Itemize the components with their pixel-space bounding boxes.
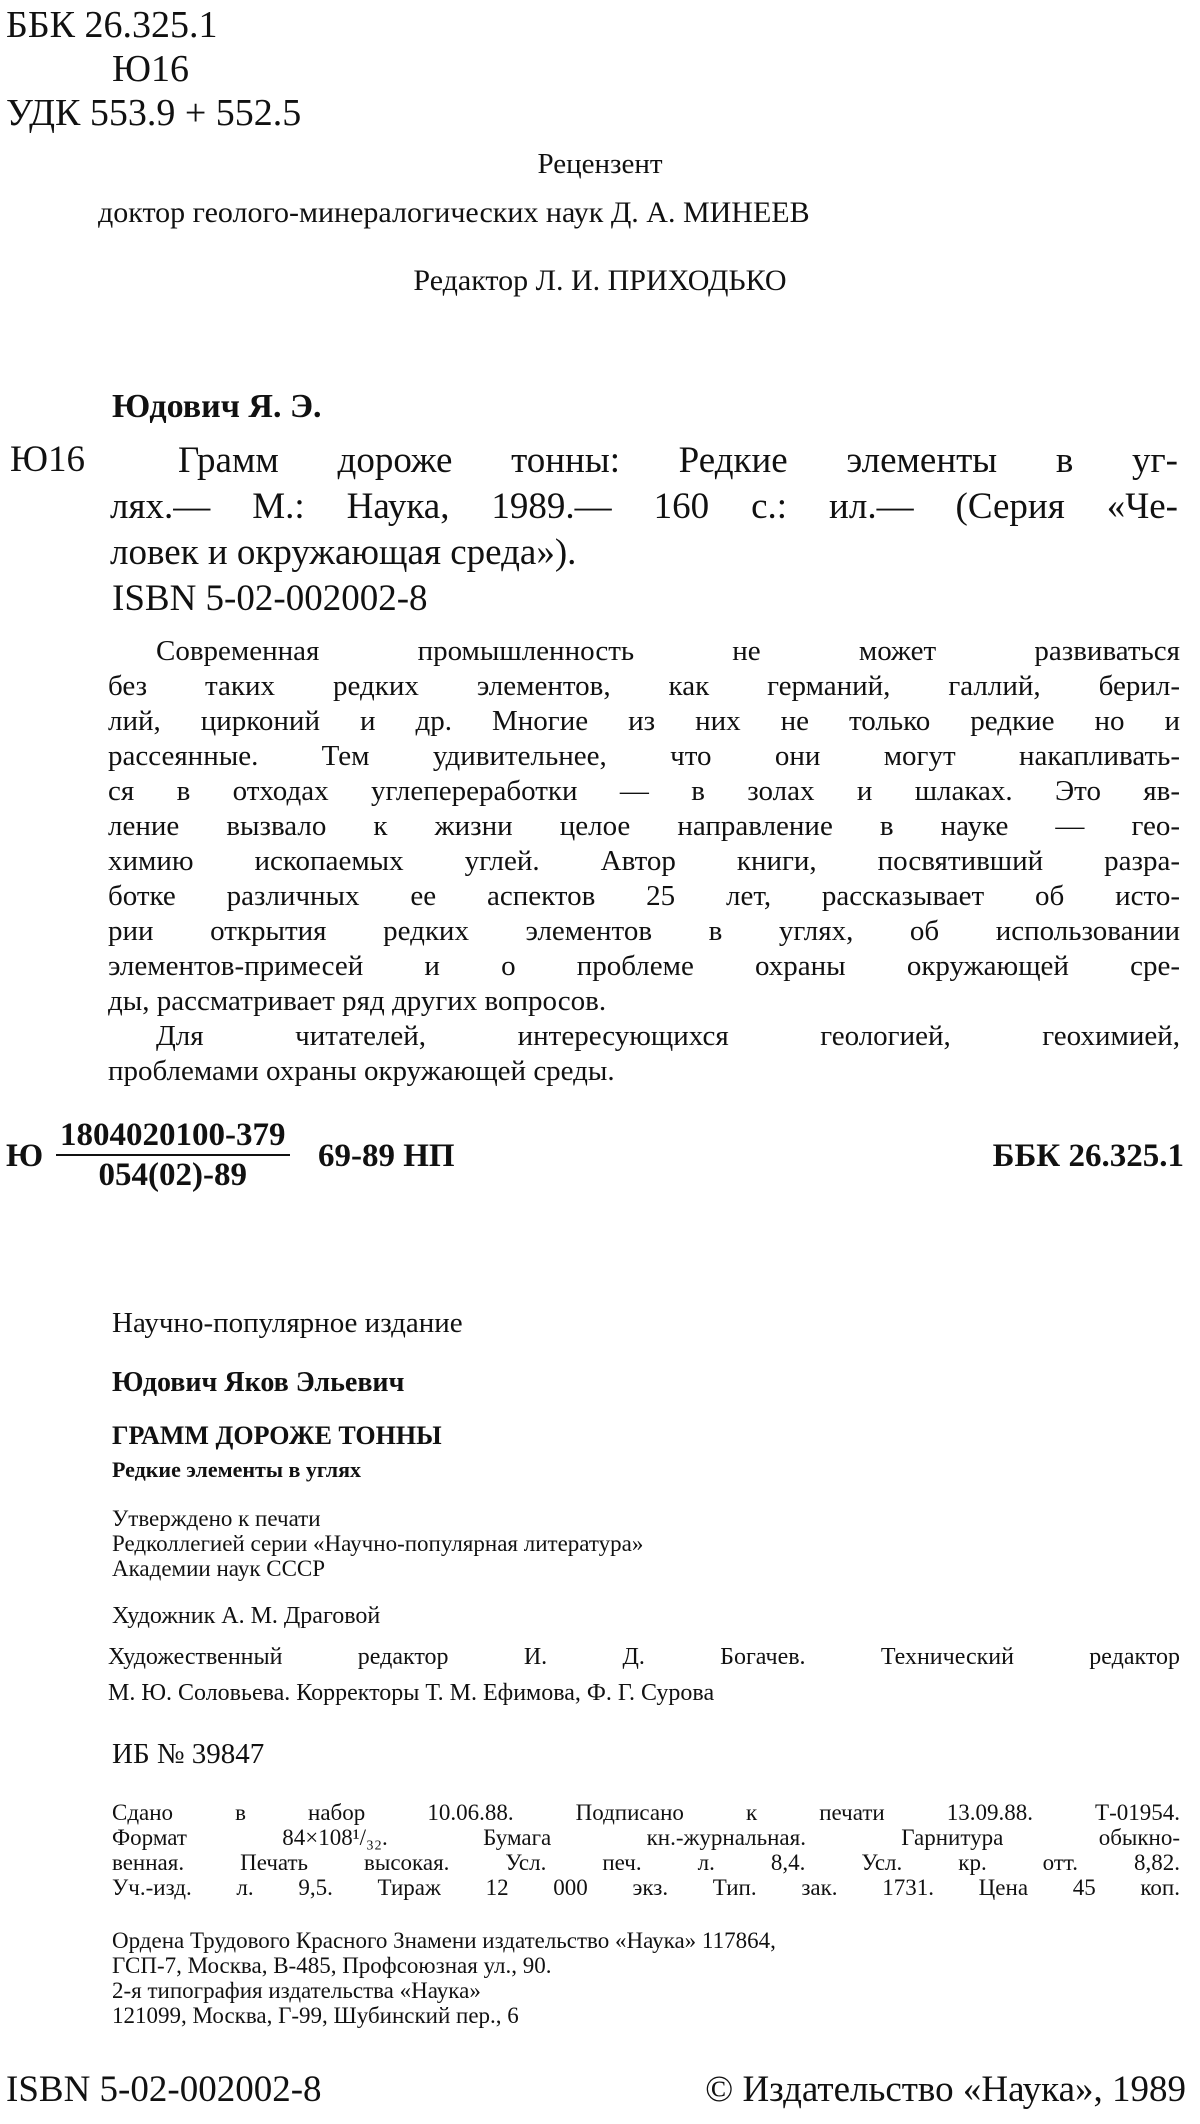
- imprint-subtitle: Редкие элементы в углях: [112, 1457, 361, 1482]
- udk-code: УДК 553.9 + 552.5: [6, 92, 302, 134]
- annotation-line: ся в отходах углепереработки — в золах и шлаках. Это яв-: [108, 775, 1180, 807]
- biblio-line: ловек и окружающая среда»).: [110, 532, 577, 573]
- annotation-audience: [108, 1019, 1180, 1054]
- publisher-line: ГСП-7, Москва, В-485, Профсоюзная ул., 90.: [112, 1953, 552, 1978]
- edition-type: Научно-популярное издание: [112, 1307, 463, 1339]
- print-line: венная. Печать высокая. Усл. печ. л. 8,4. Усл. кр. отт. 8,82.: [112, 1850, 1180, 1875]
- editor-line: Редактор Л. И. ПРИХОДЬКО: [413, 264, 787, 297]
- print-line: Сдано в набор 10.06.88. Подписано к печати 13.09.88. Т-01954.: [112, 1800, 1180, 1825]
- biblio-code: Ю16: [10, 439, 86, 480]
- biblio-entry: [178, 438, 1178, 484]
- publisher-line: 121099, Москва, Г-99, Шубинский пер., 6: [112, 2003, 519, 2028]
- annotation-line: лий, цирконий и др. Многие из них не только редкие но и: [108, 705, 1180, 737]
- biblio-author: Юдович Я. Э.: [112, 388, 322, 425]
- print-block: [112, 1800, 1180, 1900]
- publisher-block: [112, 1928, 776, 2028]
- staff-line: Художественный редактор И. Д. Богачев. Технический редактор: [108, 1644, 1180, 1670]
- print-line: Уч.-изд. л. 9,5. Тираж 12 000 экз. Тип. зак. 1731. Цена 45 коп.: [112, 1875, 1180, 1900]
- approval-line: Академии наук СССР: [112, 1556, 326, 1581]
- biblio-line: Грамм дороже тонны: Редкие элементы в уг-: [178, 440, 1178, 481]
- annotation: [108, 634, 1180, 984]
- staff-line: М. Ю. Соловьева. Корректоры Т. М. Ефимова, Ф. Г. Сурова: [108, 1680, 715, 1706]
- annotation-line: проблемами охраны окружающей среды.: [108, 1055, 615, 1087]
- imprint-author: Юдович Яков Эльевич: [112, 1367, 405, 1398]
- index-denominator: 054(02)-89: [98, 1157, 247, 1193]
- bbk-code: ББК 26.325.1: [6, 4, 218, 46]
- footer-isbn: ISBN 5-02-002002-8: [6, 2069, 322, 2110]
- annotation-line: рии открытия редких элементов в углях, об использовании: [108, 915, 1180, 947]
- annotation-line: химию ископаемых углей. Автор книги, посвятивший разра-: [108, 845, 1180, 877]
- publisher-line: Ордена Трудового Красного Знамени издательство «Наука» 117864,: [112, 1928, 776, 1953]
- copyright-line: © Издательство «Наука», 1989: [705, 2069, 1186, 2110]
- artist-line: Художник А. М. Драговой: [112, 1603, 381, 1629]
- index-numerator: 1804020100-379: [56, 1116, 290, 1156]
- annotation-line: без таких редких элементов, как германий, галлий, берил-: [108, 670, 1180, 702]
- index-fraction: [56, 1116, 290, 1194]
- index-letter: Ю: [6, 1138, 44, 1174]
- author-code: Ю16: [112, 48, 190, 90]
- publisher-line: 2-я типография издательства «Наука»: [112, 1978, 481, 2003]
- annotation-line: ление вызвало к жизни целое направление в науке — гео-: [108, 810, 1180, 842]
- biblio-line: лях.— М.: Наука, 1989.— 160 с.: ил.— (Серия «Че-: [110, 486, 1178, 527]
- biblio-entry-cont: [110, 484, 1178, 530]
- approval-line: Утверждено к печати: [112, 1506, 321, 1531]
- reviewer-line: доктор геолого-минералогических наук Д. А. МИНЕЕВ: [98, 196, 810, 229]
- ib-number: ИБ № 39847: [112, 1738, 265, 1770]
- reviewer-label: Рецензент: [537, 148, 663, 180]
- annotation-line: ботке различных ее аспектов 25 лет, рассказывает об исто-: [108, 880, 1180, 912]
- index-suffix: 69-89 НП: [318, 1138, 455, 1174]
- annotation-line: Для читателей, интересующихся геологией, геохимией,: [156, 1020, 1180, 1052]
- print-line: Формат 84×108¹/₃₂. Бумага кн.-журнальная. Гарнитура обыкно-: [112, 1825, 1180, 1850]
- annotation-line: элементов-примесей и о проблеме охраны окружающей сре-: [108, 950, 1180, 982]
- approval-line: Редколлегией серии «Научно-популярная литература»: [112, 1531, 644, 1556]
- annotation-line: рассеянные. Тем удивительнее, что они могут накапливать-: [108, 740, 1180, 772]
- index-bbk: ББК 26.325.1: [992, 1138, 1184, 1174]
- imprint-title: ГРАММ ДОРОЖЕ ТОННЫ: [112, 1421, 442, 1450]
- annotation-line: ды, рассматривает ряд других вопросов.: [108, 985, 607, 1017]
- staff-block: [108, 1639, 1180, 1675]
- approval-block: [112, 1506, 643, 1581]
- biblio-isbn: ISBN 5-02-002002-8: [112, 578, 428, 619]
- annotation-line: Современная промышленность не может развиваться: [156, 635, 1180, 667]
